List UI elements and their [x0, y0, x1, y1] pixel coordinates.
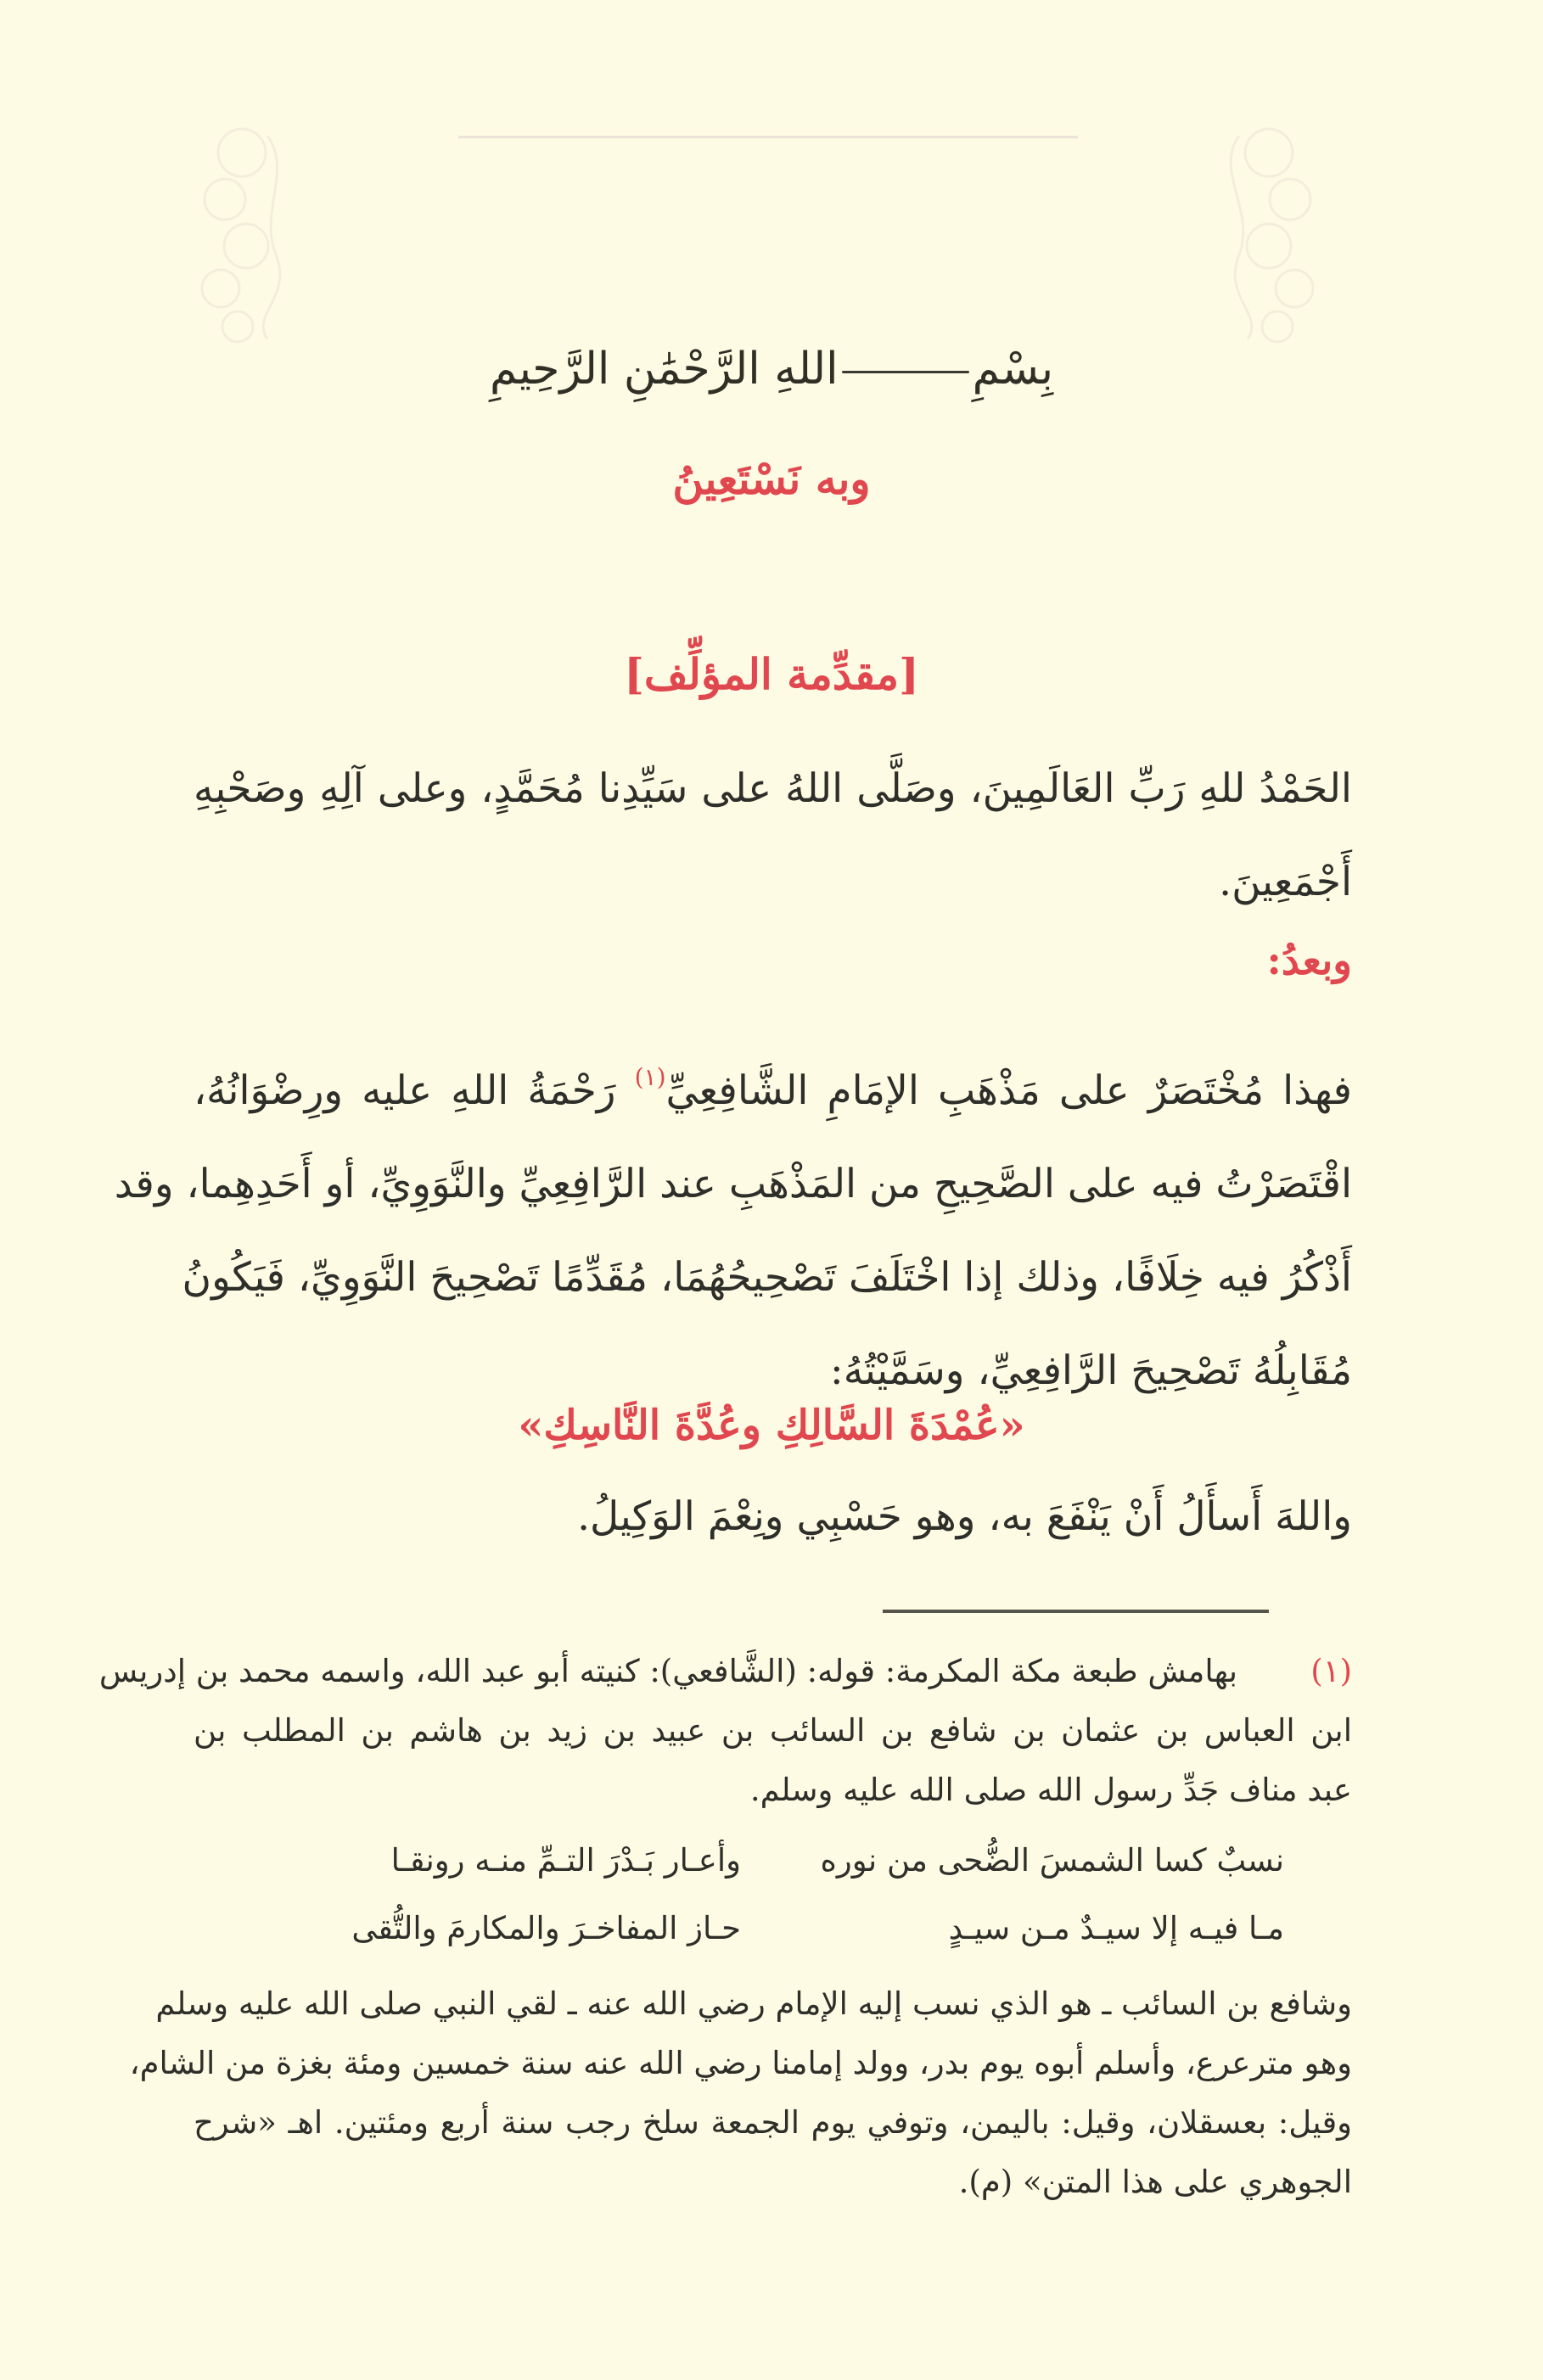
footnote-line: بهامش طبعة مكة المكرمة: قوله: (الشَّافعي): كنيته أبو عبد الله، واسمه محمد بن إدريس [98, 1653, 1237, 1689]
poem-verse [194, 1895, 1284, 1963]
invocation: وبه نَسْتَعِينُ [672, 454, 871, 504]
footnote-number: (١) [1310, 1653, 1352, 1689]
text-line: أَجْمَعِينَ. [1219, 859, 1352, 905]
footnote-line: وشافع بن السائب ـ هو الذي نسب إليه الإمام رضي الله عنه ـ لقي النبي صلى الله عليه وسلم [155, 1985, 1352, 2022]
text-line: مُقَابِلُهُ تَصْحِيحَ الرَّافِعِيِّ، وسَمَّيْتُهُ: [829, 1347, 1352, 1394]
footnote-line: ابن العباس بن عثمان بن شافع بن السائب بن عبيد بن زيد بن هاشم بن المطلب بن [194, 1712, 1352, 1749]
poem-verse [194, 1827, 1284, 1895]
floral-ornament-icon [182, 119, 310, 348]
footnote-line: وقيل: بعسقلان، وقيل: باليمن، وتوفي يوم الجمعة سلخ رجب سنة أربع ومئتين. اهـ «شرح [194, 2104, 1352, 2141]
footnote-body [98, 1642, 1352, 2212]
basmala-part-2: اللهِ الرَّحْمَٰنِ الرَّحِيمِ [489, 344, 839, 395]
basmala-part-1: بِسْمِ [972, 344, 1054, 395]
text-after-ref: رَحْمَةُ اللهِ عليه ورِضْوَانُهُ، [194, 1067, 635, 1114]
wabad-label: وبعدُ: [1266, 938, 1352, 984]
book-title: «عُمْدَةَ السَّالِكِ وعُدَّةَ النَّاسِكِ» [518, 1402, 1025, 1449]
poem [194, 1827, 1284, 1963]
section-heading: [مقدِّمة المؤلِّف] [624, 649, 919, 699]
footnote-separator [883, 1610, 1269, 1613]
text-before-ref: فهذا مُخْتَصَرٌ على مَذْهَبِ الإمَامِ الشَّافِعِيِّ [665, 1067, 1352, 1114]
basmala [0, 344, 1543, 395]
text-line: أَذْكُرُ فيه خِلَافًا، وذلك إذا اخْتَلَفَ تَصْحِيحُهُمَا، مُقَدِّمًا تَصْحِيحَ النَّوَوِيِّ، فَيَكُونُ [182, 1254, 1352, 1301]
floral-ornament-icon [1205, 119, 1333, 348]
footnote-line: عبد مناف جَدِّ رسول الله صلى الله عليه وسلم. [749, 1772, 1352, 1808]
poem-hemistich-first: مـا فيـه إلا سيـدٌ مـن سيـدٍ [948, 1910, 1284, 1946]
paragraph-praise [194, 742, 1352, 929]
closing-prayer: واللهَ أَسأَلُ أَنْ يَنْفَعَ به، وهو حَسْبِي ونِعْمَ الوَكِيلُ. [577, 1493, 1352, 1540]
paragraph-intro [114, 1031, 1352, 1418]
poem-hemistich-first: نسبٌ كسا الشمسَ الضُّحى من نوره [820, 1842, 1284, 1879]
text-line [194, 1031, 1352, 1138]
footnote-reference-link[interactable]: (١) [634, 1063, 666, 1091]
text-line: اقْتَصَرْتُ فيه على الصَّحِيحِ من المَذْهَبِ عند الرَّافِعِيِّ والنَّوَوِيِّ، أو أَحَدِهِما، وقد [114, 1161, 1352, 1207]
kashida-stroke [842, 371, 969, 373]
footnotes [98, 1642, 1352, 2212]
poem-hemistich-second: حـاز المفاخـرَ والمكارمَ والتُّقى [351, 1910, 741, 1946]
footnote-line: وهو مترعرع، وأسلم أبوه يوم بدر، وولد إمامنا رضي الله عنه سنة خمسين ومئة بغزة من الشام، [129, 2045, 1352, 2081]
poem-hemistich-second: وأعـار بَـدْرَ التـمِّ منـه رونقـا [390, 1842, 741, 1879]
text-line: الحَمْدُ للهِ رَبِّ العَالَمِينَ، وصَلَّى اللهُ على سَيِّدِنا مُحَمَّدٍ، وعلى آلِهِ وصَحْبِهِ [194, 765, 1352, 812]
header-rule [458, 136, 1078, 138]
footnote-line: الجوهري على هذا المتن» (م). [958, 2164, 1352, 2200]
